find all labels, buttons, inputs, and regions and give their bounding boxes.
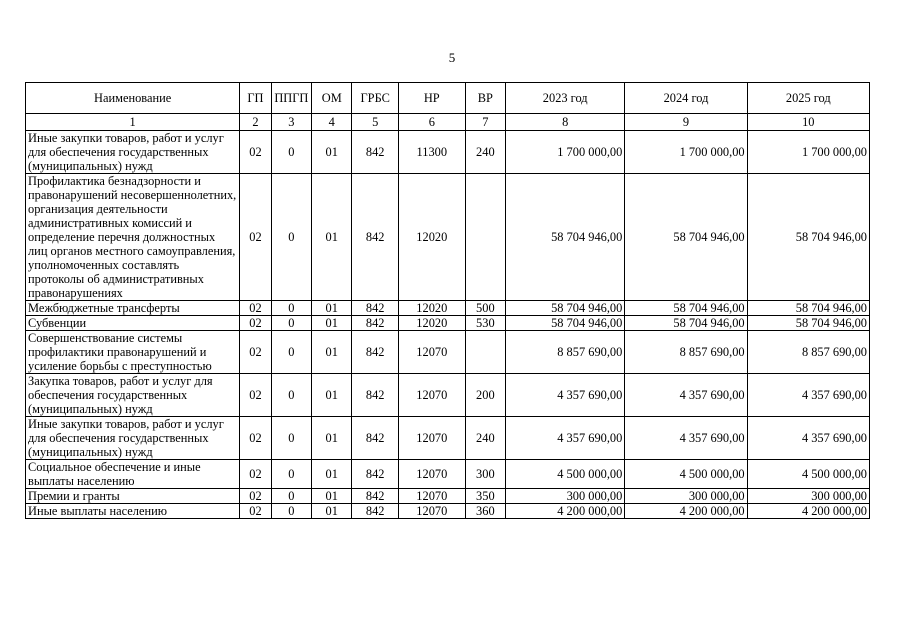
column-number: 6	[398, 114, 465, 131]
table-row	[26, 417, 870, 460]
amount-2024-cell: 4 200 000,00	[625, 504, 747, 519]
om-cell: 01	[312, 174, 352, 301]
ppgp-cell: 0	[271, 174, 311, 301]
gp-cell: 02	[240, 489, 271, 504]
ppgp-cell: 0	[271, 131, 311, 174]
vr-cell	[465, 331, 505, 374]
row-name-cell: Иные закупки товаров, работ и услуг для обеспечения государственных (муниципальных) нужд	[26, 417, 240, 460]
amount-2025-cell: 4 357 690,00	[747, 374, 869, 417]
table-body	[26, 131, 870, 519]
nr-cell: 12020	[398, 174, 465, 301]
nr-cell: 11300	[398, 131, 465, 174]
gp-cell: 02	[240, 374, 271, 417]
amount-2025-cell: 300 000,00	[747, 489, 869, 504]
vr-cell: 200	[465, 374, 505, 417]
om-cell: 01	[312, 316, 352, 331]
column-number: 1	[26, 114, 240, 131]
row-name-cell: Субвенции	[26, 316, 240, 331]
gp-cell: 02	[240, 331, 271, 374]
om-cell: 01	[312, 504, 352, 519]
amount-2024-cell: 4 357 690,00	[625, 417, 747, 460]
row-name-cell: Иные выплаты населению	[26, 504, 240, 519]
vr-cell: 240	[465, 131, 505, 174]
om-cell: 01	[312, 301, 352, 316]
amount-2025-cell: 58 704 946,00	[747, 174, 869, 301]
amount-2024-cell: 58 704 946,00	[625, 316, 747, 331]
budget-table	[25, 82, 870, 519]
table-row	[26, 489, 870, 504]
amount-2025-cell: 8 857 690,00	[747, 331, 869, 374]
table-row	[26, 174, 870, 301]
om-cell: 01	[312, 489, 352, 504]
table-header	[26, 83, 870, 131]
vr-cell: 300	[465, 460, 505, 489]
om-cell: 01	[312, 417, 352, 460]
header-name: Наименование	[26, 83, 240, 114]
grbs-cell: 842	[352, 316, 398, 331]
header-gp: ГП	[240, 83, 271, 114]
column-number: 10	[747, 114, 869, 131]
row-name-cell: Профилактика безнадзорности и правонарушений несовершеннолетних, организация деятельности административных комиссий и определение перечня должностных лиц органов местного самоуправления, уполномоченных составлять протоколы об административных правонарушениях	[26, 174, 240, 301]
amount-2025-cell: 4 200 000,00	[747, 504, 869, 519]
amount-2025-cell: 58 704 946,00	[747, 316, 869, 331]
grbs-cell: 842	[352, 460, 398, 489]
table-row	[26, 460, 870, 489]
column-number: 2	[240, 114, 271, 131]
row-name-cell: Закупка товаров, работ и услуг для обеспечения государственных (муниципальных) нужд	[26, 374, 240, 417]
amount-2024-cell: 4 500 000,00	[625, 460, 747, 489]
amount-2025-cell: 4 500 000,00	[747, 460, 869, 489]
amount-2024-cell: 8 857 690,00	[625, 331, 747, 374]
amount-2024-cell: 4 357 690,00	[625, 374, 747, 417]
gp-cell: 02	[240, 174, 271, 301]
amount-2023-cell: 1 700 000,00	[506, 131, 625, 174]
column-number: 4	[312, 114, 352, 131]
gp-cell: 02	[240, 460, 271, 489]
om-cell: 01	[312, 331, 352, 374]
grbs-cell: 842	[352, 489, 398, 504]
header-row	[26, 83, 870, 114]
ppgp-cell: 0	[271, 331, 311, 374]
nr-cell: 12070	[398, 374, 465, 417]
header-2025: 2025 год	[747, 83, 869, 114]
header-om: ОМ	[312, 83, 352, 114]
om-cell: 01	[312, 374, 352, 417]
grbs-cell: 842	[352, 301, 398, 316]
vr-cell: 360	[465, 504, 505, 519]
vr-cell: 350	[465, 489, 505, 504]
row-name-cell: Совершенствование системы профилактики правонарушений и усиление борьбы с преступностью	[26, 331, 240, 374]
grbs-cell: 842	[352, 504, 398, 519]
amount-2024-cell: 58 704 946,00	[625, 301, 747, 316]
amount-2023-cell: 300 000,00	[506, 489, 625, 504]
nr-cell: 12070	[398, 460, 465, 489]
gp-cell: 02	[240, 316, 271, 331]
vr-cell: 500	[465, 301, 505, 316]
gp-cell: 02	[240, 417, 271, 460]
nr-cell: 12070	[398, 504, 465, 519]
ppgp-cell: 0	[271, 374, 311, 417]
nr-cell: 12070	[398, 331, 465, 374]
header-2024: 2024 год	[625, 83, 747, 114]
page-number: 5	[448, 50, 456, 65]
amount-2023-cell: 4 500 000,00	[506, 460, 625, 489]
header-ppgp: ППГП	[271, 83, 311, 114]
header-2023: 2023 год	[506, 83, 625, 114]
grbs-cell: 842	[352, 417, 398, 460]
nr-cell: 12020	[398, 301, 465, 316]
grbs-cell: 842	[352, 374, 398, 417]
column-number: 7	[465, 114, 505, 131]
vr-cell: 530	[465, 316, 505, 331]
amount-2024-cell: 1 700 000,00	[625, 131, 747, 174]
amount-2025-cell: 4 357 690,00	[747, 417, 869, 460]
grbs-cell: 842	[352, 174, 398, 301]
grbs-cell: 842	[352, 131, 398, 174]
amount-2025-cell: 58 704 946,00	[747, 301, 869, 316]
table-row	[26, 504, 870, 519]
nr-cell: 12020	[398, 316, 465, 331]
header-grbs: ГРБС	[352, 83, 398, 114]
amount-2023-cell: 58 704 946,00	[506, 174, 625, 301]
column-number: 3	[271, 114, 311, 131]
vr-cell	[465, 174, 505, 301]
row-name-cell: Премии и гранты	[26, 489, 240, 504]
column-number: 5	[352, 114, 398, 131]
table-row	[26, 301, 870, 316]
column-number: 9	[625, 114, 747, 131]
ppgp-cell: 0	[271, 489, 311, 504]
row-name-cell: Иные закупки товаров, работ и услуг для обеспечения государственных (муниципальных) нужд	[26, 131, 240, 174]
grbs-cell: 842	[352, 331, 398, 374]
column-number: 8	[506, 114, 625, 131]
header-nr: НР	[398, 83, 465, 114]
amount-2023-cell: 8 857 690,00	[506, 331, 625, 374]
amount-2025-cell: 1 700 000,00	[747, 131, 869, 174]
om-cell: 01	[312, 131, 352, 174]
amount-2023-cell: 58 704 946,00	[506, 301, 625, 316]
amount-2023-cell: 4 357 690,00	[506, 374, 625, 417]
row-name-cell: Социальное обеспечение и иные выплаты населению	[26, 460, 240, 489]
nr-cell: 12070	[398, 417, 465, 460]
header-vr: ВР	[465, 83, 505, 114]
amount-2024-cell: 58 704 946,00	[625, 174, 747, 301]
table-row	[26, 331, 870, 374]
amount-2023-cell: 4 357 690,00	[506, 417, 625, 460]
gp-cell: 02	[240, 131, 271, 174]
om-cell: 01	[312, 460, 352, 489]
nr-cell: 12070	[398, 489, 465, 504]
ppgp-cell: 0	[271, 504, 311, 519]
amount-2023-cell: 4 200 000,00	[506, 504, 625, 519]
table-row	[26, 131, 870, 174]
row-name-cell: Межбюджетные трансферты	[26, 301, 240, 316]
ppgp-cell: 0	[271, 417, 311, 460]
ppgp-cell: 0	[271, 460, 311, 489]
table-row	[26, 316, 870, 331]
amount-2024-cell: 300 000,00	[625, 489, 747, 504]
gp-cell: 02	[240, 301, 271, 316]
table-row	[26, 374, 870, 417]
ppgp-cell: 0	[271, 316, 311, 331]
vr-cell: 240	[465, 417, 505, 460]
ppgp-cell: 0	[271, 301, 311, 316]
amount-2023-cell: 58 704 946,00	[506, 316, 625, 331]
column-number-row	[26, 114, 870, 131]
gp-cell: 02	[240, 504, 271, 519]
